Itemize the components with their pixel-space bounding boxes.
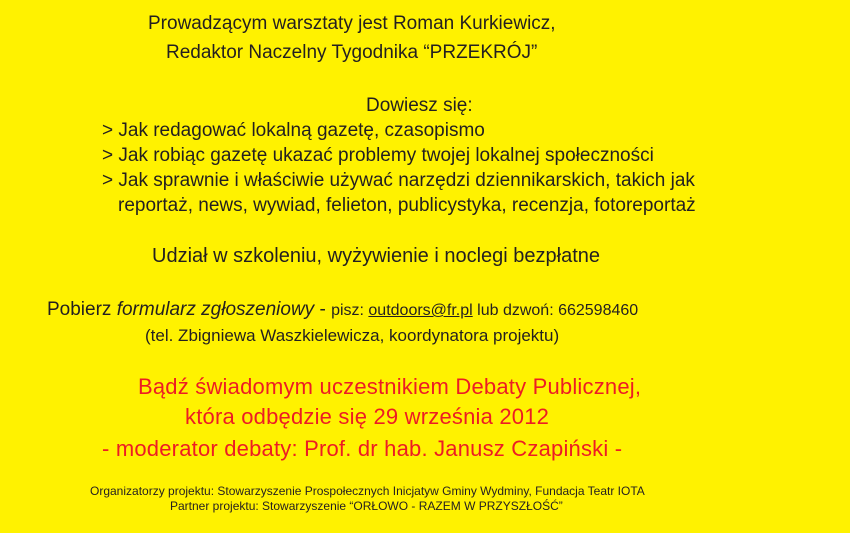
footer-organizers: Organizatorzy projektu: Stowarzyszenie Prospołecznych Inicjatyw Gminy Wydminy, Fundacja Teatr IOTA (90, 484, 645, 498)
debate-line-1: Bądź świadomym uczestnikiem Debaty Publicznej, (138, 374, 642, 399)
conditions-text: Udział w szkoleniu, wyżywienie i noclegi bezpłatne (152, 245, 600, 267)
contact-dash: - (314, 299, 332, 320)
bullet-item-2: > Jak robiąc gazetę ukazać problemy twojej lokalnej społeczności (102, 145, 654, 166)
bullet-item-1: > Jak redagować lokalną gazetę, czasopismo (102, 120, 485, 141)
debate-line-2: która odbędzie się 29 września 2012 (185, 404, 550, 429)
debate-line-3: - moderator debaty: Prof. dr hab. Janusz Czapiński - (102, 436, 623, 461)
contact-prefix: Pobierz (47, 299, 117, 320)
bullet-item-3-continued: reportaż, news, wywiad, felieton, publicystyka, recenzja, fotoreportaż (118, 195, 696, 216)
intro-line-2: Redaktor Naczelny Tygodnika “PRZEKRÓJ” (166, 42, 538, 63)
email-link[interactable]: outdoors@fr.pl (368, 302, 473, 319)
learn-heading: Dowiesz się: (366, 95, 473, 116)
contact-phone: lub dzwoń: 662598460 (472, 302, 639, 319)
footer-partner: Partner projektu: Stowarzyszenie “ORŁOWO - RAZEM W PRZYSZŁOŚĆ” (170, 499, 563, 513)
intro-line-1: Prowadzącym warsztaty jest Roman Kurkiewicz, (148, 13, 556, 34)
contact-note: (tel. Zbigniewa Waszkielewicza, koordynatora projektu) (145, 326, 560, 345)
contact-write-label: pisz: (331, 302, 369, 319)
bullet-item-3: > Jak sprawnie i właściwie używać narzędzi dziennikarskich, takich jak (102, 170, 695, 191)
contact-line (47, 300, 638, 319)
application-form-label: formularz zgłoszeniowy (116, 299, 315, 320)
